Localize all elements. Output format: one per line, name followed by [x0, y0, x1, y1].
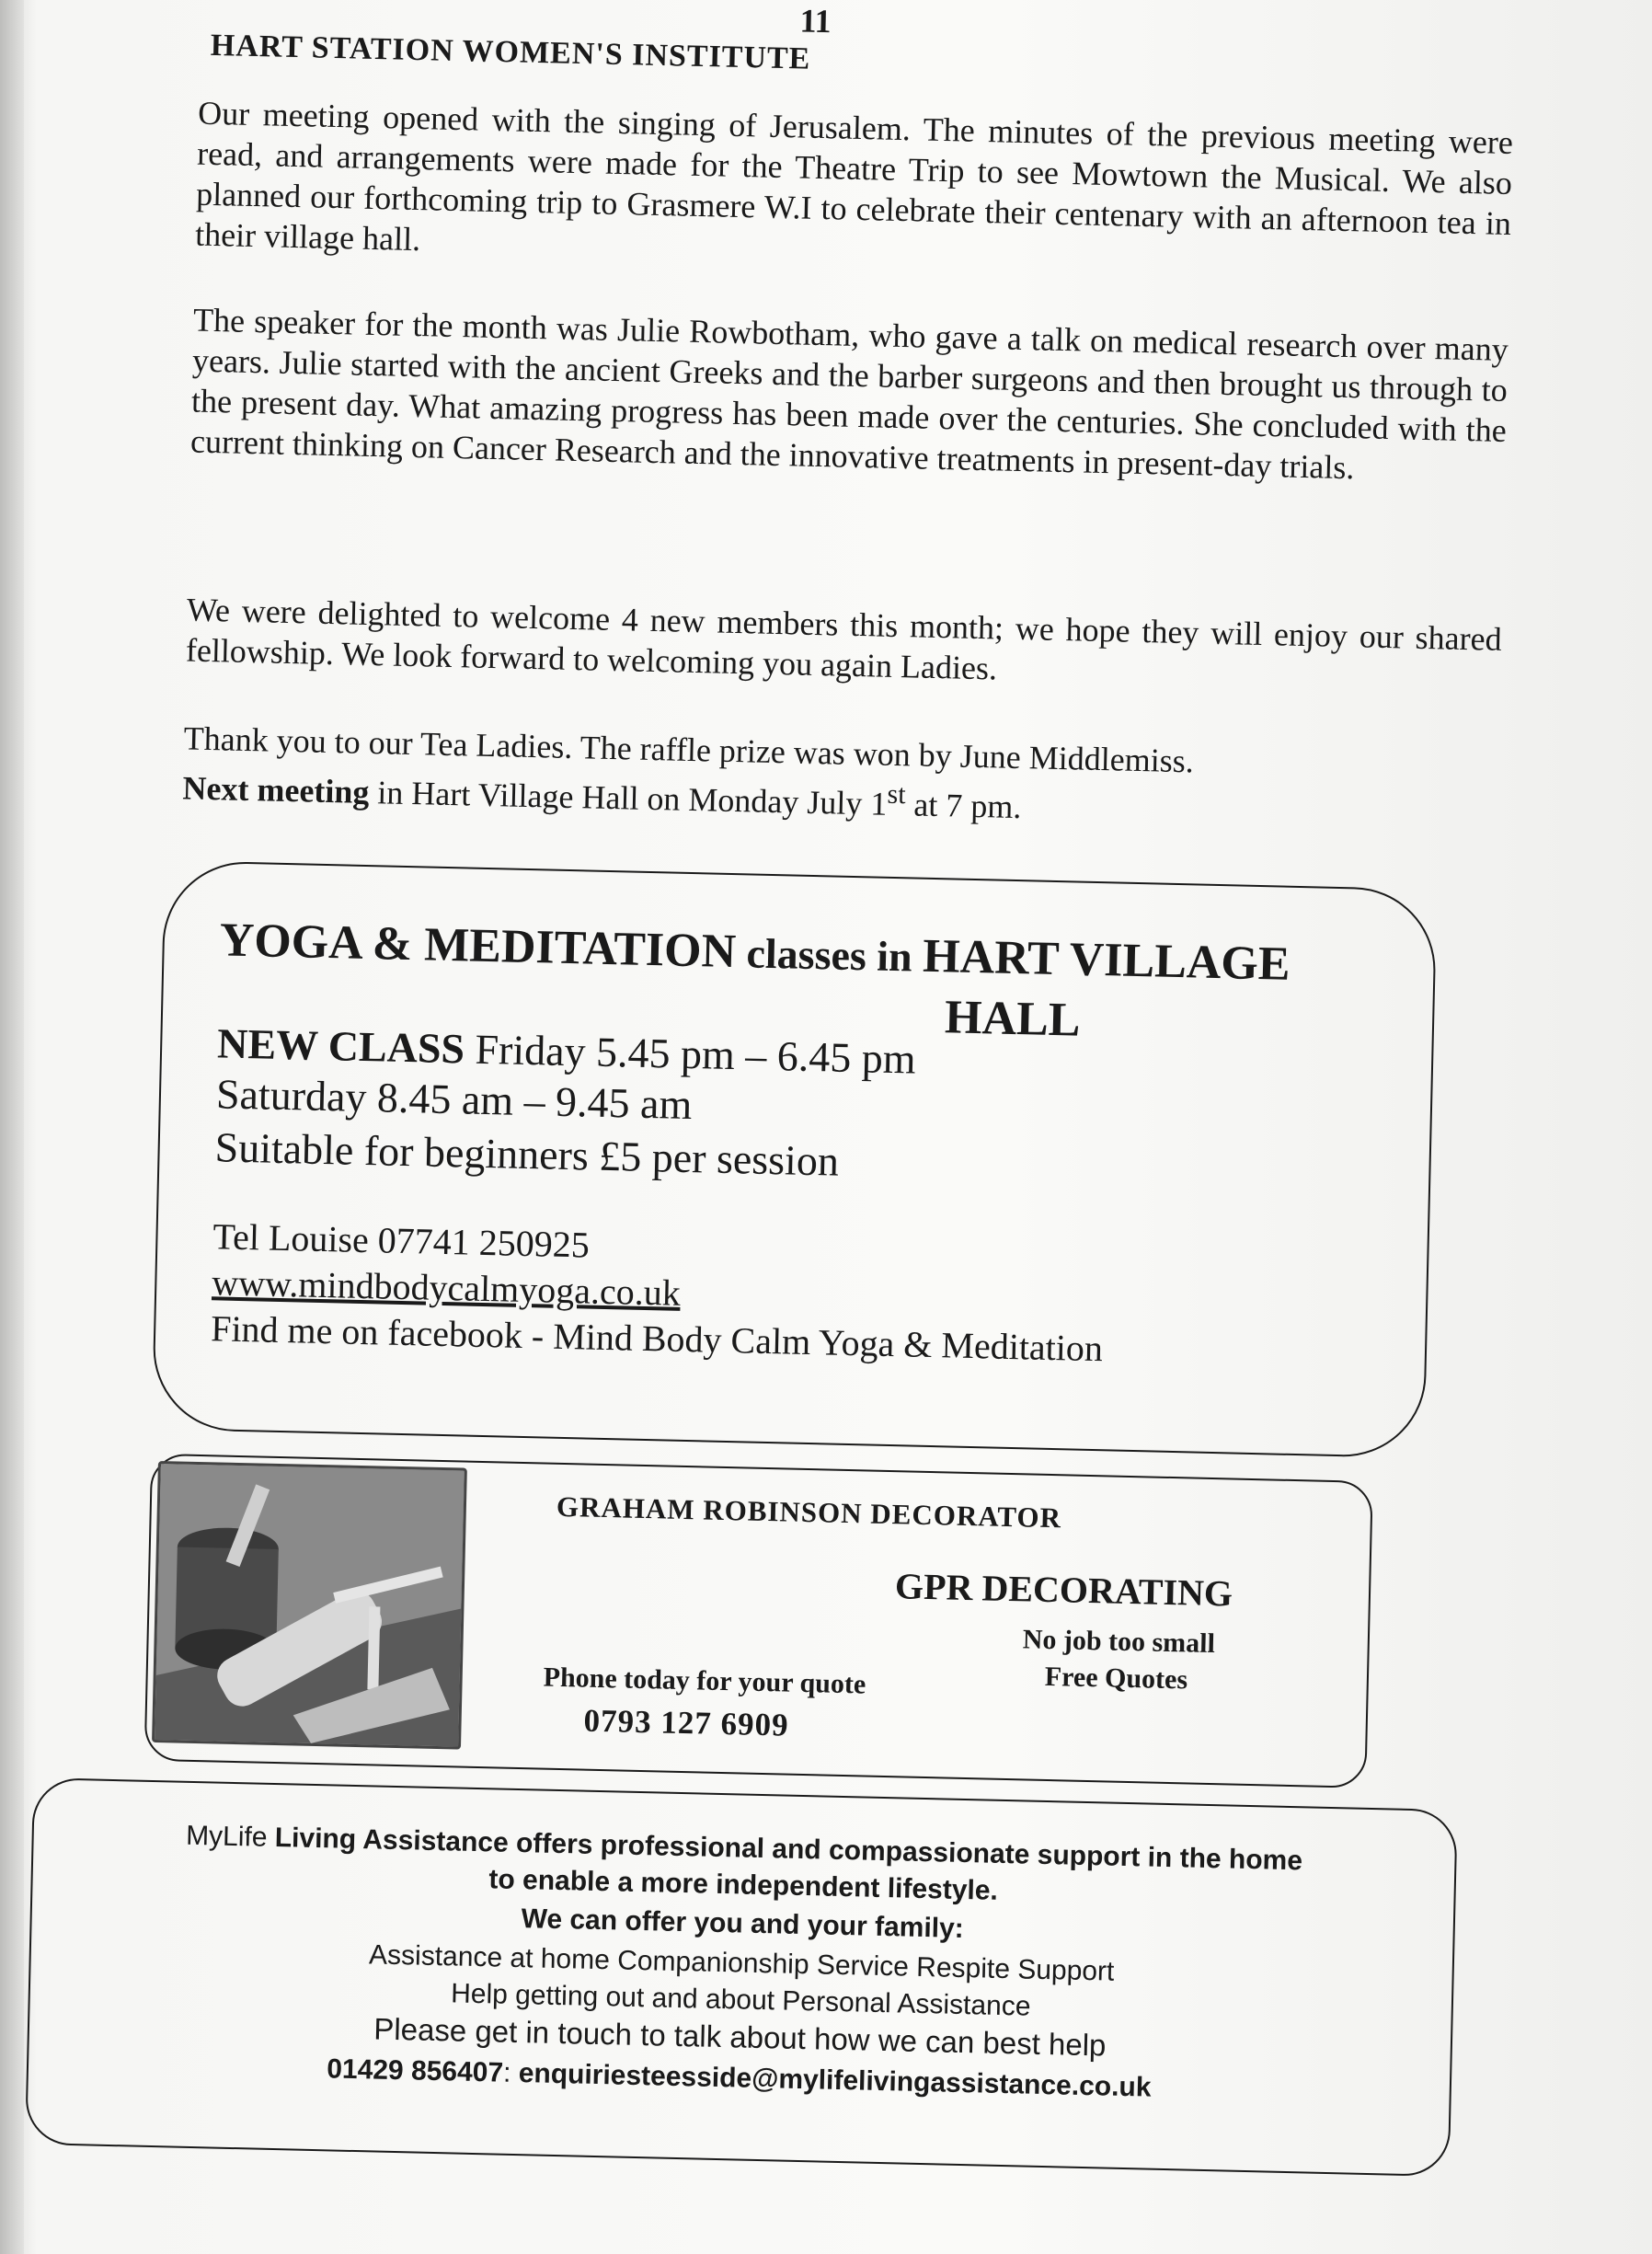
yoga-title-bold: YOGA & MEDITATION	[219, 914, 737, 979]
next-meeting-text: in Hart Village Hall on Monday July 1	[368, 774, 888, 822]
yoga-facebook: Find me on facebook - Mind Body Calm Yoga & Meditation	[210, 1307, 1104, 1370]
next-meeting-time: at 7 pm.	[904, 786, 1022, 826]
yoga-title-place-continued: HALL	[944, 991, 1082, 1047]
yoga-suitability: Suitable for beginners £5 per session	[214, 1123, 840, 1185]
mylife-services-1: Assistance at home Companionship Service Respite Support	[368, 1939, 1115, 1987]
mylife-brand: MyLife	[185, 1820, 268, 1853]
mylife-advert	[25, 1777, 1458, 2177]
mylife-line-3: We can offer you and your family:	[521, 1903, 965, 1944]
decorator-phone-label: Phone today for your quote	[543, 1662, 866, 1700]
decorator-name: GRAHAM ROBINSON DECORATOR	[556, 1489, 1062, 1535]
mylife-intro: Living Assistance offers professional and compassionate support in the home	[267, 1822, 1303, 1877]
decorator-phone: 0793 127 6909	[583, 1702, 790, 1743]
yoga-phone: Tel Louise 07741 250925	[212, 1215, 591, 1266]
decorator-advert	[144, 1454, 1373, 1788]
article-paragraph-1: Our meeting opened with the singing of Jerusalem. The minutes of the previous meeting were read, and arrangements were made for the Theatre Trip to see Mowtown the Musical. We also planned our forthcoming trip to Grasmere W.I to celebrate their centenary with an afternoon tea in their village hall.	[194, 94, 1514, 259]
mylife-contact-invite: Please get in touch to talk about how we can best help	[373, 2011, 1107, 2063]
page-number: 11	[799, 2, 832, 40]
yoga-new-class-label: NEW CLASS	[216, 1019, 465, 1073]
mylife-email-link[interactable]: enquiriesteesside@mylifelivingassistance.co.uk	[518, 2058, 1152, 2103]
yoga-title-place: HART VILLAGE	[922, 929, 1291, 991]
decorator-tagline-2: Free Quotes	[1044, 1661, 1188, 1696]
decorator-company: GPR DECORATING	[894, 1565, 1233, 1615]
yoga-title-middle: classes in	[735, 929, 924, 981]
mylife-line-2: to enable a more independent lifestyle.	[488, 1864, 999, 1906]
decorator-tagline-1: No job too small	[1022, 1624, 1216, 1660]
article-paragraph-4: Thank you to our Tea Ladies. The raffle prize was won by June Middlemiss.	[183, 719, 1195, 780]
yoga-saturday-time: Saturday 8.45 am – 9.45 am	[215, 1070, 693, 1129]
next-meeting-label: Next meeting	[182, 769, 370, 811]
yoga-friday-time: Friday 5.45 pm – 6.45 pm	[464, 1025, 917, 1083]
mylife-services-2: Help getting out and about Personal Assistance	[450, 1978, 1031, 2022]
yoga-advert	[152, 860, 1438, 1458]
paint-roller-image	[152, 1461, 467, 1750]
yoga-website-link[interactable]: www.mindbodycalmyoga.co.uk	[211, 1261, 682, 1314]
article-paragraph-2: The speaker for the month was Julie Rowbotham, who gave a talk on medical research over many years. Julie started with the ancient Greeks and the barber surgeons and then brought us through to the present day. What amazing progress has been made over the centuries. She concluded with the current thinking on Cancer Research and the innovative treatments in present-day trials.	[189, 301, 1509, 487]
article-title: HART STATION WOMEN'S INSTITUTE	[210, 28, 811, 76]
yoga-advert-title	[219, 914, 1291, 992]
page-binding-shadow	[0, 0, 24, 2254]
page-content	[175, 0, 1518, 2103]
mylife-separator: :	[502, 2057, 520, 2089]
mylife-phone: 01429 856407	[326, 2053, 504, 2088]
article-paragraph-3: We were delighted to welcome 4 new members this month; we hope they will enjoy our shared fellowship. We look forward to welcoming you again Ladies.	[185, 591, 1503, 687]
next-meeting-date-suffix: st	[887, 778, 907, 811]
paint-roller-icon	[155, 1464, 465, 1746]
